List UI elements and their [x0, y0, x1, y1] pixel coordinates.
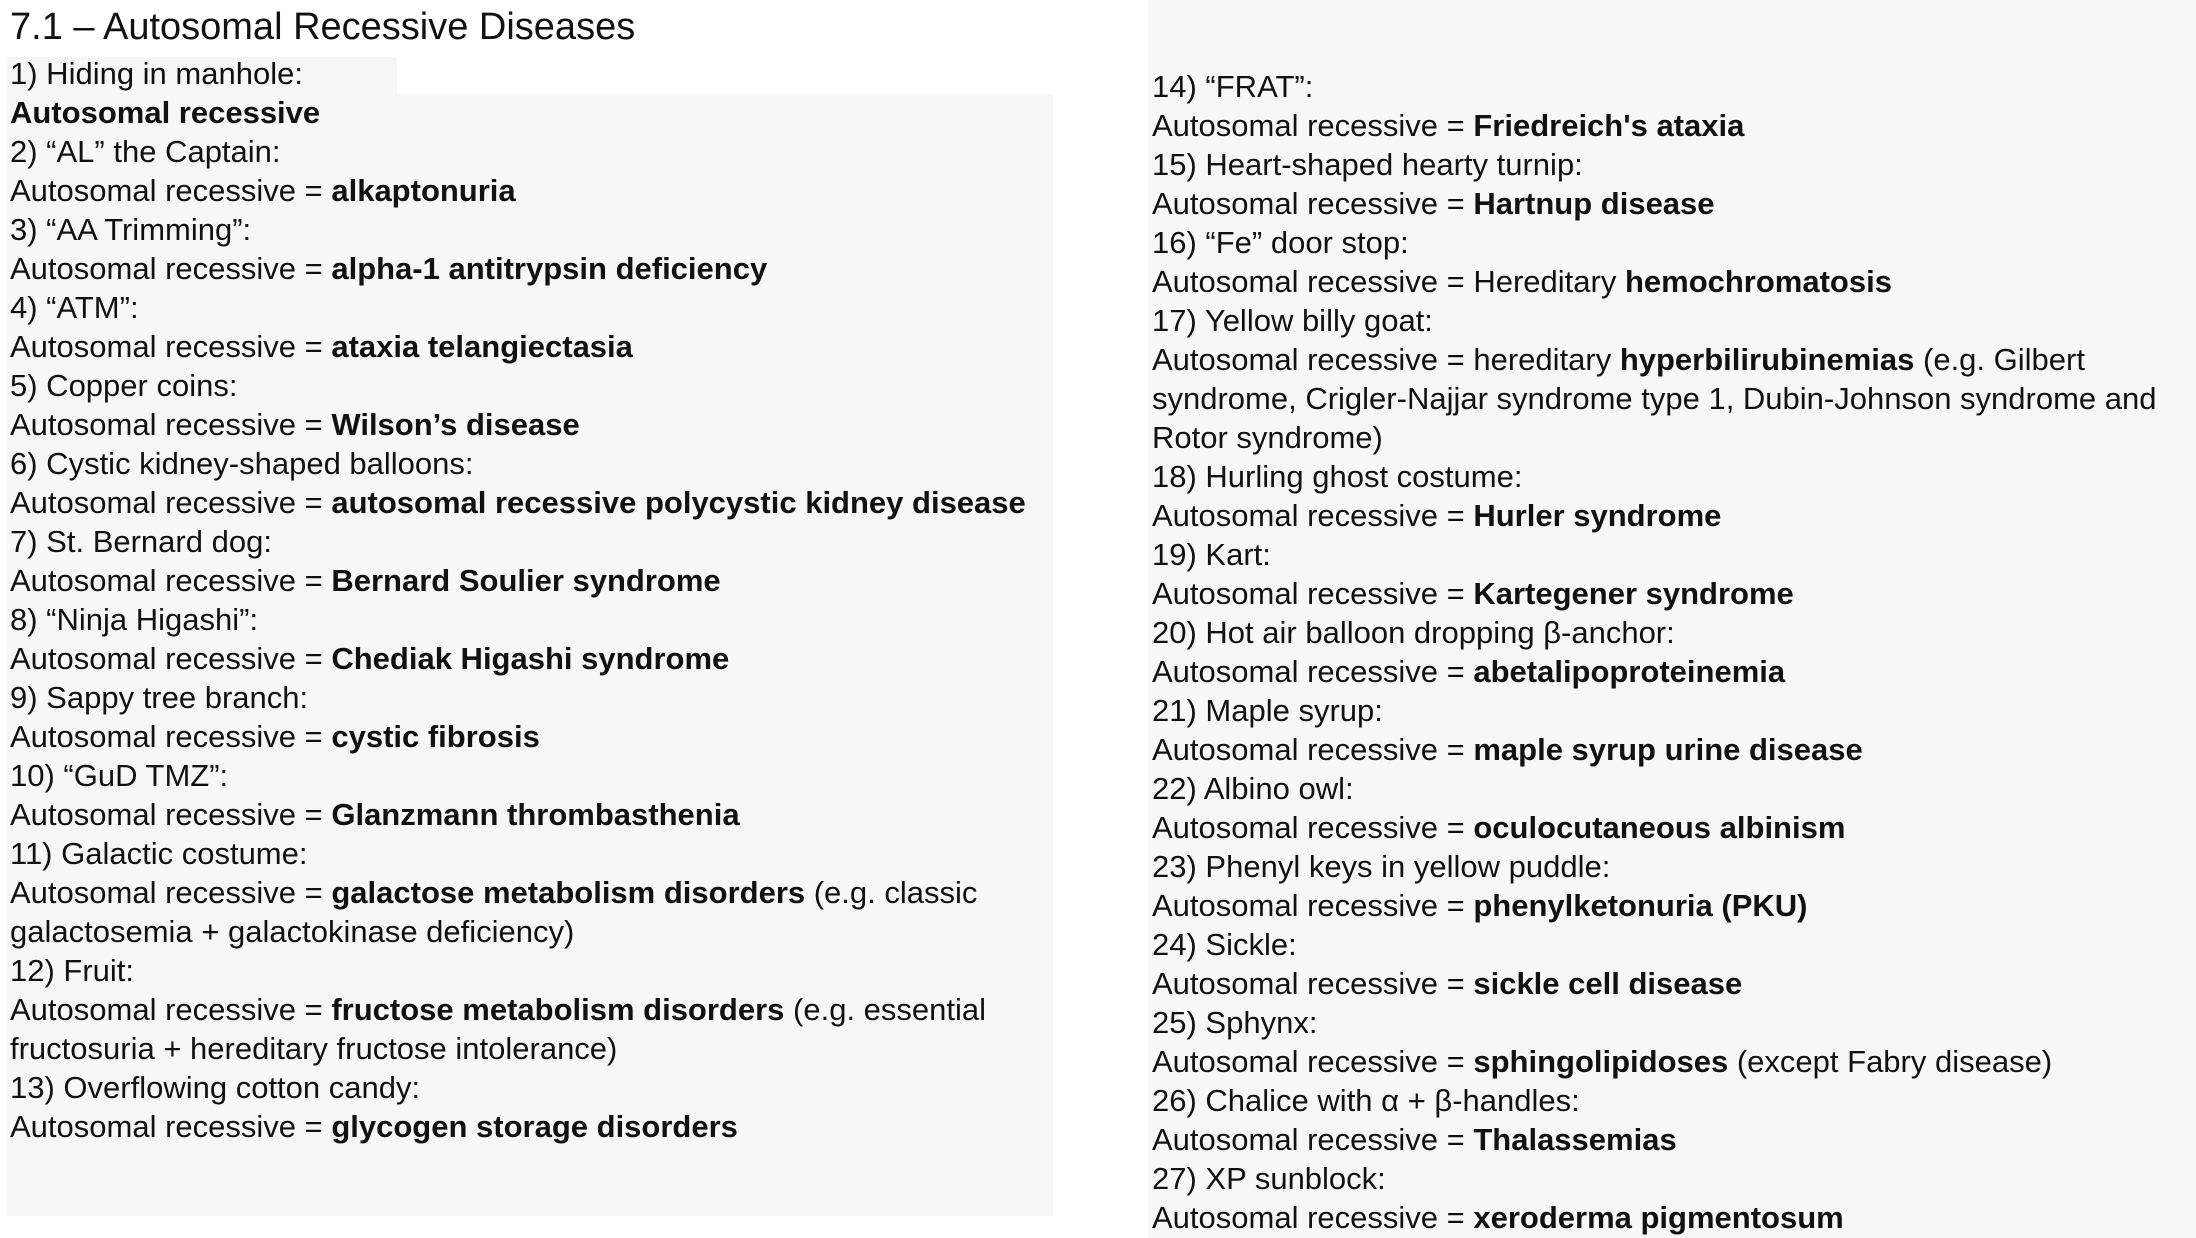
mnemonic-item	[10, 678, 1040, 756]
disease-name: alkaptonuria	[331, 173, 516, 208]
mnemonic-clue: 1) Hiding in manhole:	[10, 56, 303, 91]
right-column	[1152, 67, 2192, 1237]
left-column	[10, 54, 1040, 1146]
mnemonic-item	[10, 834, 1040, 951]
disease-name: fructose metabolism disorders	[331, 992, 785, 1027]
mnemonic-clue: 21) Maple syrup:	[1152, 693, 1383, 728]
mnemonic-answer	[10, 93, 1040, 132]
mnemonic-item	[1152, 1003, 2192, 1081]
mnemonic-item	[1152, 613, 2192, 691]
answer-prefix: Autosomal recessive =	[10, 1109, 332, 1144]
disease-name: abetalipoproteinemia	[1473, 654, 1786, 689]
mnemonic-answer	[1152, 340, 2192, 457]
mnemonic-answer	[1152, 184, 2192, 223]
mnemonic-clue: 15) Heart-shaped hearty turnip:	[1152, 147, 1583, 182]
mnemonic-item	[1152, 1081, 2192, 1159]
mnemonic-answer	[10, 483, 1040, 522]
answer-prefix: Autosomal recessive =	[1152, 108, 1474, 143]
mnemonic-clue: 9) Sappy tree branch:	[10, 680, 309, 715]
mnemonic-answer	[1152, 574, 2192, 613]
mnemonic-item	[10, 210, 1040, 288]
answer-prefix: Autosomal recessive =	[1152, 186, 1474, 221]
mnemonic-clue: 22) Albino owl:	[1152, 771, 1354, 806]
answer-prefix: Autosomal recessive =	[10, 329, 332, 364]
disease-name: Glanzmann thrombasthenia	[331, 797, 740, 832]
mnemonic-clue: 19) Kart:	[1152, 537, 1271, 572]
mnemonic-answer	[1152, 886, 2192, 925]
answer-prefix: Autosomal recessive =	[1152, 966, 1474, 1001]
mnemonic-clue: 12) Fruit:	[10, 953, 135, 988]
mnemonic-item	[1152, 301, 2192, 457]
answer-prefix: Autosomal recessive =	[1152, 732, 1474, 767]
mnemonic-answer	[10, 171, 1040, 210]
mnemonic-item	[1152, 847, 2192, 925]
disease-name: sickle cell disease	[1473, 966, 1743, 1001]
mnemonic-clue: 16) “Fe” door stop:	[1152, 225, 1409, 260]
disease-name: glycogen storage disorders	[331, 1109, 738, 1144]
mnemonic-clue: 18) Hurling ghost costume:	[1152, 459, 1523, 494]
disease-name: ataxia telangiectasia	[331, 329, 633, 364]
mnemonic-answer	[10, 795, 1040, 834]
answer-prefix: Autosomal recessive =	[10, 719, 332, 754]
mnemonic-item	[1152, 145, 2192, 223]
disease-name: oculocutaneous albinism	[1473, 810, 1846, 845]
disease-name: xeroderma pigmentosum	[1473, 1200, 1844, 1235]
answer-prefix: Autosomal recessive =	[1152, 1044, 1474, 1079]
mnemonic-clue: 23) Phenyl keys in yellow puddle:	[1152, 849, 1611, 884]
mnemonic-answer	[1152, 652, 2192, 691]
mnemonic-item	[1152, 67, 2192, 145]
mnemonic-clue: 10) “GuD TMZ”:	[10, 758, 229, 793]
mnemonic-clue: 3) “AA Trimming”:	[10, 212, 252, 247]
mnemonic-answer	[1152, 964, 2192, 1003]
answer-prefix: Autosomal recessive = hereditary	[1152, 342, 1620, 377]
mnemonic-clue: 2) “AL” the Captain:	[10, 134, 281, 169]
mnemonic-clue: 17) Yellow billy goat:	[1152, 303, 1433, 338]
answer-prefix: Autosomal recessive =	[10, 563, 332, 598]
mnemonic-answer	[10, 327, 1040, 366]
mnemonic-answer	[1152, 106, 2192, 145]
mnemonic-item	[1152, 925, 2192, 1003]
disease-name: alpha-1 antitrypsin deficiency	[331, 251, 768, 286]
disease-name: Bernard Soulier syndrome	[331, 563, 721, 598]
mnemonic-item	[1152, 457, 2192, 535]
mnemonic-answer	[1152, 730, 2192, 769]
mnemonic-item	[1152, 223, 2192, 301]
answer-prefix: Autosomal recessive =	[1152, 1122, 1474, 1157]
mnemonic-clue: 7) St. Bernard dog:	[10, 524, 272, 559]
disease-name: Hartnup disease	[1473, 186, 1715, 221]
answer-prefix: Autosomal recessive =	[10, 875, 332, 910]
disease-name: Hurler syndrome	[1473, 498, 1722, 533]
mnemonic-clue: 8) “Ninja Higashi”:	[10, 602, 259, 637]
mnemonic-item	[10, 600, 1040, 678]
mnemonic-answer	[10, 873, 1040, 951]
disease-name: hemochromatosis	[1624, 264, 1892, 299]
mnemonic-item	[10, 756, 1040, 834]
answer-prefix: Autosomal recessive =	[10, 641, 332, 676]
mnemonic-clue: 24) Sickle:	[1152, 927, 1297, 962]
mnemonic-clue: 14) “FRAT”:	[1152, 69, 1314, 104]
answer-prefix: Autosomal recessive =	[1152, 810, 1474, 845]
disease-name: hyperbilirubinemias	[1619, 342, 1915, 377]
mnemonic-clue: 27) XP sunblock:	[1152, 1161, 1386, 1196]
answer-prefix: Autosomal recessive =	[1152, 498, 1474, 533]
mnemonic-answer	[1152, 262, 2192, 301]
disease-name: Thalassemias	[1473, 1122, 1677, 1157]
mnemonic-answer	[1152, 808, 2192, 847]
mnemonic-answer	[10, 1107, 1040, 1146]
answer-prefix: Autosomal recessive =	[10, 251, 332, 286]
mnemonic-clue: 11) Galactic costume:	[10, 836, 308, 871]
answer-prefix: Autosomal recessive = Hereditary	[1152, 264, 1625, 299]
mnemonic-answer	[10, 990, 1040, 1068]
disease-name: autosomal recessive polycystic kidney disease	[331, 485, 1026, 520]
answer-prefix: Autosomal recessive =	[10, 407, 332, 442]
answer-note: (e.g. essential fructosuria + hereditary fructose intolerance)	[10, 992, 987, 1066]
disease-name: galactose metabolism disorders	[331, 875, 806, 910]
disease-name: sphingolipidoses	[1473, 1044, 1729, 1079]
answer-prefix: Autosomal recessive =	[1152, 1200, 1474, 1235]
mnemonic-item	[10, 1068, 1040, 1146]
mnemonic-answer	[10, 249, 1040, 288]
answer-prefix: Autosomal recessive =	[1152, 888, 1474, 923]
answer-prefix: Autosomal recessive =	[10, 992, 332, 1027]
disease-name: cystic fibrosis	[331, 719, 540, 754]
disease-name: Chediak Higashi syndrome	[331, 641, 730, 676]
mnemonic-item	[10, 444, 1040, 522]
answer-note: (except Fabry disease)	[1728, 1044, 2053, 1079]
mnemonic-answer	[10, 639, 1040, 678]
answer-prefix: Autosomal recessive =	[1152, 654, 1474, 689]
mnemonic-item	[1152, 1159, 2192, 1237]
mnemonic-clue: 13) Overflowing cotton candy:	[10, 1070, 421, 1105]
disease-name: Wilson’s disease	[331, 407, 580, 442]
mnemonic-item	[10, 366, 1040, 444]
disease-name: Kartegener syndrome	[1473, 576, 1794, 611]
answer-prefix: Autosomal recessive =	[1152, 576, 1474, 611]
disease-name: Autosomal recessive	[10, 95, 321, 130]
mnemonic-item	[10, 288, 1040, 366]
mnemonic-clue: 4) “ATM”:	[10, 290, 139, 325]
mnemonic-answer	[10, 561, 1040, 600]
disease-name: Friedreich's ataxia	[1473, 108, 1745, 143]
mnemonic-clue: 6) Cystic kidney-shaped balloons:	[10, 446, 474, 481]
page-title: 7.1 – Autosomal Recessive Diseases	[10, 6, 636, 48]
mnemonic-clue: 20) Hot air balloon dropping β-anchor:	[1152, 615, 1675, 650]
mnemonic-answer	[10, 717, 1040, 756]
mnemonic-item	[1152, 769, 2192, 847]
mnemonic-item	[10, 54, 1040, 132]
mnemonic-item	[1152, 535, 2192, 613]
mnemonic-item	[10, 522, 1040, 600]
disease-name: phenylketonuria (PKU)	[1473, 888, 1808, 923]
answer-prefix: Autosomal recessive =	[10, 485, 332, 520]
mnemonic-clue: 25) Sphynx:	[1152, 1005, 1318, 1040]
mnemonic-item	[10, 132, 1040, 210]
mnemonic-answer	[1152, 1042, 2192, 1081]
disease-name: maple syrup urine disease	[1473, 732, 1863, 767]
mnemonic-answer	[1152, 1120, 2192, 1159]
mnemonic-answer	[1152, 1198, 2192, 1237]
mnemonic-item	[1152, 691, 2192, 769]
mnemonic-clue: 5) Copper coins:	[10, 368, 238, 403]
mnemonic-answer	[10, 405, 1040, 444]
mnemonic-answer	[1152, 496, 2192, 535]
answer-note: (e.g. classic galactosemia + galactokinase deficiency)	[10, 875, 978, 949]
answer-prefix: Autosomal recessive =	[10, 173, 332, 208]
mnemonic-item	[10, 951, 1040, 1068]
mnemonic-clue: 26) Chalice with α + β-handles:	[1152, 1083, 1580, 1118]
answer-note: (e.g. Gilbert syndrome, Crigler-Najjar syndrome type 1, Dubin-Johnson syndrome and Rotor syndrome)	[1152, 342, 2157, 455]
answer-prefix: Autosomal recessive =	[10, 797, 332, 832]
